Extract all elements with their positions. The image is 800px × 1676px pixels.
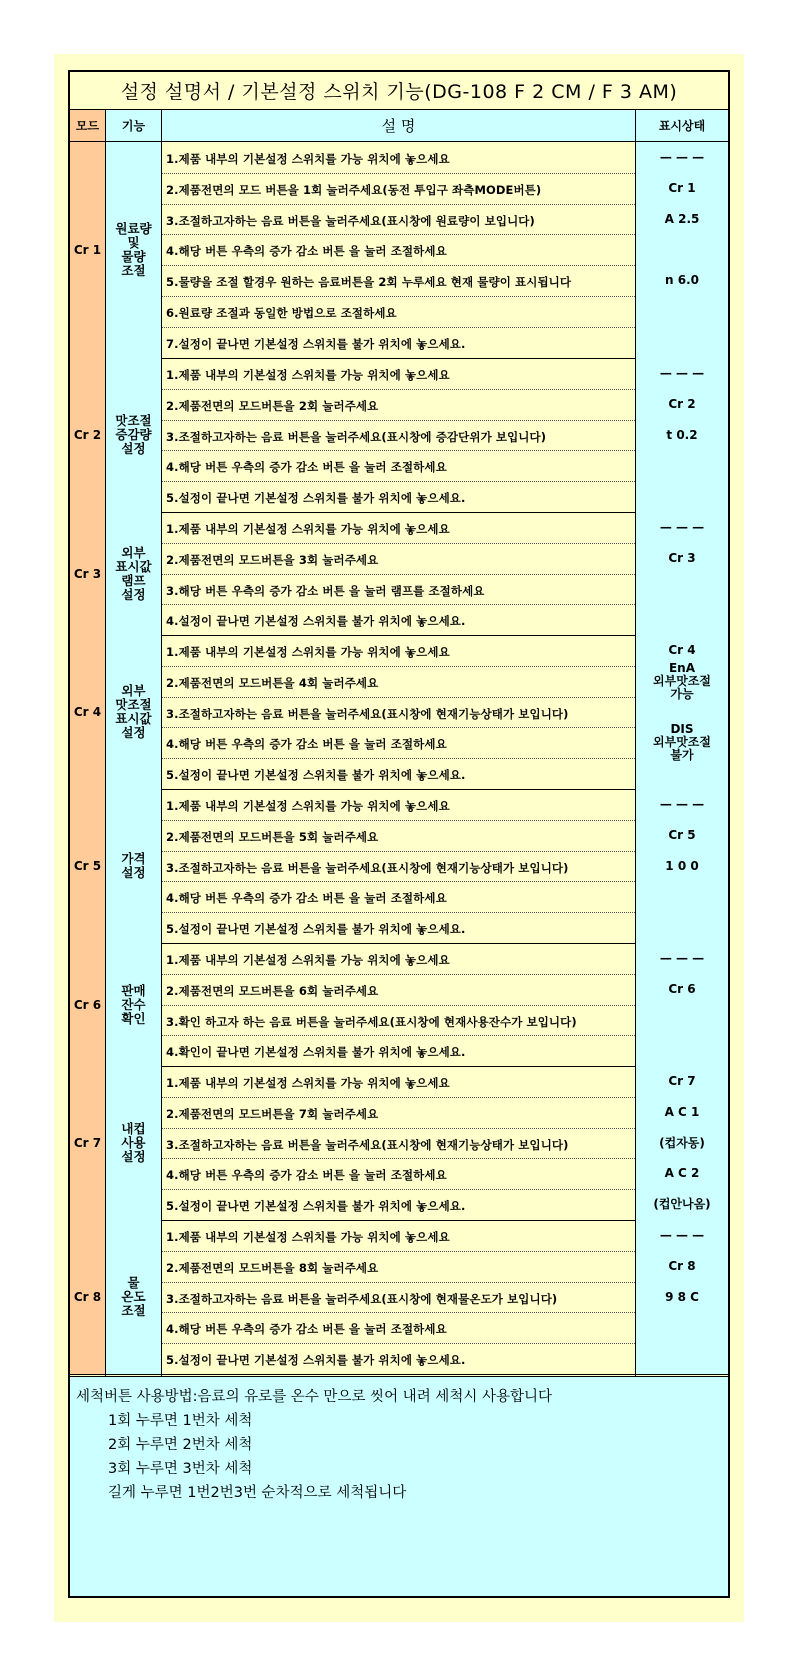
function-cell: 물 온도 조절 <box>106 1220 161 1375</box>
description-line: 2.제품전면의 모드버튼을 6회 눌러주세요 <box>166 984 379 998</box>
footer-line: 1회 누루면 1번차 세척 <box>108 1413 253 1429</box>
description-line: 3.조절하고자하는 음료 버튼을 눌러주세요(표시창에 원료량이 보입니다) <box>166 214 535 228</box>
row-separator <box>162 1251 635 1252</box>
row-separator <box>162 820 635 821</box>
status-column-cell <box>636 1220 728 1375</box>
description-line: 1.제품 내부의 기본설정 스위치를 가능 위치에 놓으세요 <box>166 152 450 166</box>
header-status: 표시상태 <box>636 110 728 142</box>
description-line: 4.설정이 끝나면 기본설정 스위치를 불가 위치에 놓으세요. <box>166 614 466 628</box>
row-separator <box>162 851 635 852</box>
mode-cell: Cr 4 <box>70 635 105 790</box>
description-line: 1.제품 내부의 기본설정 스위치를 가능 위치에 놓으세요 <box>166 953 450 967</box>
mode-cell: Cr 5 <box>70 789 105 944</box>
status-value: A C 1 <box>664 1104 700 1119</box>
footer-line: 길게 누루면 1번2번3번 순차적으로 세척됩니다 <box>108 1485 407 1501</box>
description-line: 5.설정이 끝나면 기본설정 스위치를 불가 위치에 놓으세요. <box>166 922 466 936</box>
row-separator <box>162 574 635 575</box>
row-separator <box>162 1158 635 1159</box>
description-line: 2.제품전면의 모드 버튼을 1회 눌러주세요(동전 투입구 좌측MODE버튼) <box>166 183 542 197</box>
status-value: (컵안나옴) <box>653 1196 711 1211</box>
status-column-cell <box>636 358 728 513</box>
column-divider <box>161 110 162 1413</box>
function-cell: 원료량 및 물량 조절 <box>106 142 161 359</box>
status-column-cell <box>636 943 728 1067</box>
row-separator <box>162 420 635 421</box>
row-separator <box>162 234 635 235</box>
row-separator <box>162 1128 635 1129</box>
description-line: 2.제품전면의 모드버튼을 2회 눌러주세요 <box>166 399 379 413</box>
row-separator <box>162 1035 635 1036</box>
status-value: Cr 2 <box>668 396 696 411</box>
description-line: 4.해당 버튼 우측의 증가 감소 버튼 을 눌러 조절하세요 <box>166 1168 447 1182</box>
status-value: Cr 8 <box>668 1258 696 1273</box>
description-line: 7.설정이 끝나면 기본설정 스위치를 불가 위치에 놓으세요. <box>166 337 466 351</box>
row-separator <box>162 204 635 205</box>
row-separator <box>162 543 635 544</box>
description-line: 1.제품 내부의 기본설정 스위치를 가능 위치에 놓으세요 <box>166 799 450 813</box>
description-line: 2.제품전면의 모드버튼을 3회 눌러주세요 <box>166 553 379 567</box>
mode-cell: Cr 8 <box>70 1220 105 1375</box>
description-line: 2.제품전면의 모드버튼을 8회 눌러주세요 <box>166 1261 379 1275</box>
description-line: 6.원료량 조절과 동일한 방법으로 조절하세요 <box>166 306 397 320</box>
status-value: — — — <box>659 365 705 380</box>
row-separator <box>162 1005 635 1006</box>
status-value: A C 2 <box>664 1165 700 1180</box>
status-value: Cr 4 <box>668 642 696 657</box>
description-line: 2.제품전면의 모드버튼을 5회 눌러주세요 <box>166 830 379 844</box>
status-column-cell <box>636 789 728 944</box>
status-column-cell <box>636 635 728 790</box>
status-value: Cr 1 <box>668 180 696 195</box>
description-cell <box>162 142 635 359</box>
description-cell <box>162 358 635 513</box>
description-line: 4.해당 버튼 우측의 증가 감소 버튼 을 눌러 조절하세요 <box>166 244 447 258</box>
function-cell: 외부 표시값 램프 설정 <box>106 512 161 636</box>
status-column-cell <box>636 1066 728 1221</box>
row-separator <box>162 296 635 297</box>
description-line: 4.해당 버튼 우측의 증가 감소 버튼 을 눌러 조절하세요 <box>166 1322 447 1336</box>
description-line: 4.해당 버튼 우측의 증가 감소 버튼 을 눌러 조절하세요 <box>166 737 447 751</box>
function-cell: 맛조절 증감량 설정 <box>106 358 161 513</box>
description-line: 3.조절하고자하는 음료 버튼을 눌러주세요(표시창에 현재기능상태가 보입니다) <box>166 861 569 875</box>
description-line: 3.조절하고자하는 음료 버튼을 눌러주세요(표시창에 현재기능상태가 보입니다) <box>166 1138 569 1152</box>
description-line: 5.설정이 끝나면 기본설정 스위치를 불가 위치에 놓으세요. <box>166 1199 466 1213</box>
description-line: 5.설정이 끝나면 기본설정 스위치를 불가 위치에 놓으세요. <box>166 1353 466 1367</box>
footer-line: 2회 누루면 2번차 세척 <box>108 1437 253 1453</box>
description-line: 4.해당 버튼 우측의 증가 감소 버튼 을 눌러 조절하세요 <box>166 460 447 474</box>
mode-cell: Cr 7 <box>70 1066 105 1221</box>
row-separator <box>162 450 635 451</box>
description-line: 3.확인 하고자 하는 음료 버튼을 눌러주세요(표시창에 현재사용잔수가 보입니다) <box>166 1015 577 1029</box>
row-separator <box>162 666 635 667</box>
status-value: (컵자동) <box>659 1135 705 1150</box>
description-line: 1.제품 내부의 기본설정 스위치를 가능 위치에 놓으세요 <box>166 645 450 659</box>
status-value: 9 8 C <box>665 1289 699 1304</box>
status-value: Cr 7 <box>668 1073 696 1088</box>
mode-cell: Cr 3 <box>70 512 105 636</box>
row-separator <box>162 327 635 328</box>
header-description: 설 명 <box>162 110 635 142</box>
row-separator <box>162 1343 635 1344</box>
description-cell <box>162 1066 635 1221</box>
status-column-cell <box>636 142 728 359</box>
row-separator <box>162 1097 635 1098</box>
description-cell <box>162 635 635 790</box>
row-separator <box>162 912 635 913</box>
status-value: Cr 5 <box>668 827 696 842</box>
settings-table <box>68 70 730 1598</box>
status-value: — — — <box>659 149 705 164</box>
footer-line: 세척버튼 사용방법:음료의 유로를 온수 만으로 씻어 내려 세척시 사용합니다 <box>76 1389 552 1405</box>
function-cell: 내컵 사용 설정 <box>106 1066 161 1221</box>
description-line: 2.제품전면의 모드버튼을 4회 눌러주세요 <box>166 676 379 690</box>
status-value: — — — <box>659 796 705 811</box>
row-separator <box>162 1189 635 1190</box>
row-separator <box>162 727 635 728</box>
row-separator <box>162 265 635 266</box>
header-mode: 모드 <box>70 110 105 142</box>
description-line: 3.해당 버튼 우측의 증가 감소 버튼 을 눌러 램프를 조절하세요 <box>166 584 485 598</box>
status-value: A 2.5 <box>664 211 700 226</box>
function-cell: 판매 잔수 확인 <box>106 943 161 1067</box>
description-cell <box>162 943 635 1067</box>
footer-line: 3회 누루면 3번차 세척 <box>108 1461 253 1477</box>
description-line: 1.제품 내부의 기본설정 스위치를 가능 위치에 놓으세요 <box>166 522 450 536</box>
mode-cell: Cr 6 <box>70 943 105 1067</box>
row-separator <box>162 1312 635 1313</box>
description-line: 4.해당 버튼 우측의 증가 감소 버튼 을 눌러 조절하세요 <box>166 891 447 905</box>
mode-cell: Cr 1 <box>70 142 105 359</box>
description-line: 3.조절하고자하는 음료 버튼을 눌러주세요(표시창에 증감단위가 보입니다) <box>166 430 547 444</box>
description-line: 2.제품전면의 모드버튼을 7회 눌러주세요 <box>166 1107 379 1121</box>
column-divider <box>635 110 636 1413</box>
row-separator <box>162 173 635 174</box>
row-separator <box>162 974 635 975</box>
description-line: 1.제품 내부의 기본설정 스위치를 가능 위치에 놓으세요 <box>166 1230 450 1244</box>
footer-notes <box>70 1376 728 1596</box>
status-value: t 0.2 <box>666 427 698 442</box>
status-value: n 6.0 <box>665 272 699 287</box>
description-cell <box>162 789 635 944</box>
status-value: EnA 외부맛조절 가능 <box>653 660 711 701</box>
description-line: 1.제품 내부의 기본설정 스위치를 가능 위치에 놓으세요 <box>166 1076 450 1090</box>
description-line: 3.조절하고자하는 음료 버튼을 눌러주세요(표시창에 현재기능상태가 보입니다) <box>166 707 569 721</box>
row-separator <box>162 389 635 390</box>
description-line: 5.물량을 조절 할경우 원하는 음료버튼을 2회 누루세요 현재 물량이 표시됩니다 <box>166 275 572 289</box>
description-line: 3.조절하고자하는 음료 버튼을 눌러주세요(표시창에 현재물온도가 보입니다) <box>166 1292 558 1306</box>
row-separator <box>162 604 635 605</box>
description-cell <box>162 1220 635 1375</box>
description-line: 5.설정이 끝나면 기본설정 스위치를 불가 위치에 놓으세요. <box>166 768 466 782</box>
status-value: 1 0 0 <box>665 858 699 873</box>
table-body <box>70 142 728 1374</box>
status-value: Cr 6 <box>668 981 696 996</box>
description-line: 1.제품 내부의 기본설정 스위치를 가능 위치에 놓으세요 <box>166 368 450 382</box>
row-separator <box>162 881 635 882</box>
function-cell: 외부 맛조절 표시값 설정 <box>106 635 161 790</box>
status-value: — — — <box>659 1227 705 1242</box>
description-line: 5.설정이 끝나면 기본설정 스위치를 불가 위치에 놓으세요. <box>166 491 466 505</box>
status-value: — — — <box>659 950 705 965</box>
status-value: DIS 외부맛조절 불가 <box>653 721 711 762</box>
header-function: 기능 <box>106 110 161 142</box>
row-separator <box>162 481 635 482</box>
function-cell: 가격 설정 <box>106 789 161 944</box>
description-cell <box>162 512 635 636</box>
description-line: 4.확인이 끝나면 기본설정 스위치를 불가 위치에 놓으세요. <box>166 1045 466 1059</box>
page-title: 설정 설명서 / 기본설정 스위치 기능(DG-108 F 2 CM / F 3 AM) <box>70 72 728 110</box>
status-value: Cr 3 <box>668 550 696 565</box>
column-divider <box>105 110 106 1413</box>
row-separator <box>162 1282 635 1283</box>
mode-cell: Cr 2 <box>70 358 105 513</box>
status-column-cell <box>636 512 728 636</box>
row-separator <box>162 697 635 698</box>
row-separator <box>162 758 635 759</box>
status-value: — — — <box>659 519 705 534</box>
